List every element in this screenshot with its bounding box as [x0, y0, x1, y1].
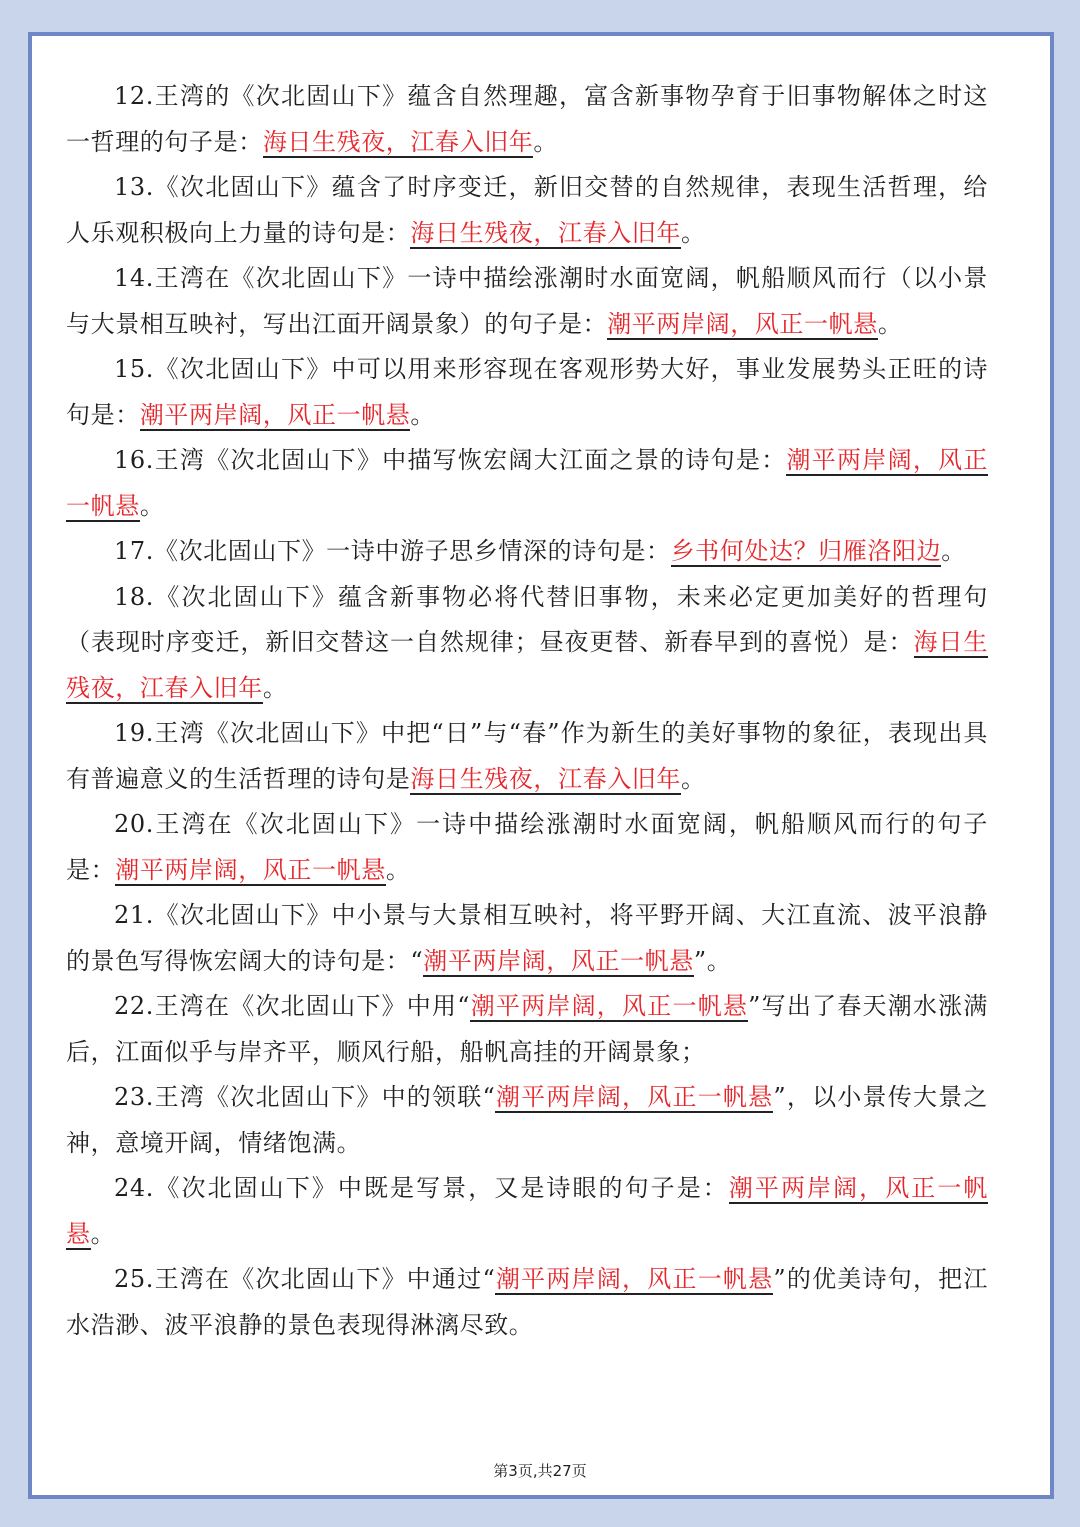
- list-item: [66, 529, 988, 575]
- list-item: [66, 575, 988, 712]
- list-item: [66, 256, 988, 347]
- answer-text: 海日生残夜，江春入旧年: [262, 127, 534, 156]
- question-tail: 。: [410, 400, 436, 429]
- answer-text: 潮平两岸阔，风正一帆悬: [495, 1265, 774, 1293]
- list-item: [66, 802, 988, 893]
- answer-text: 潮平两岸阔，风正一帆悬: [66, 1174, 988, 1248]
- list-item: [66, 1257, 988, 1348]
- list-item: [66, 1166, 988, 1257]
- answer-text: 潮平两岸阔，风正一帆悬: [607, 309, 878, 338]
- list-item: [66, 165, 988, 256]
- list-item: [66, 74, 988, 165]
- question-text: 17.《次北固山下》一诗中游子思乡情深的诗句是：: [114, 537, 671, 565]
- question-tail: ”，以小景传大景之神，意境开阔，情绪饱满。: [66, 1083, 989, 1157]
- question-text: 15.《次北固山下》中可以用来形容现在客观形势大好，事业发展势头正旺的诗句是：: [66, 355, 988, 429]
- answer-text: 潮平两岸阔，风正一帆悬: [495, 1083, 774, 1111]
- list-item: [66, 1075, 988, 1166]
- question-tail: ”的优美诗句，把江水浩渺、波平浪静的景色表现得淋漓尽致。: [66, 1265, 989, 1339]
- list-item: [66, 984, 988, 1075]
- question-tail: 。: [262, 673, 288, 702]
- answer-text: 潮平两岸阔，风正一帆悬: [423, 946, 694, 975]
- question-text: 13.《次北固山下》蕴含了时序变迁，新旧交替的自然规律，表现生活哲理，给人乐观积极向上力量的诗句是：: [66, 173, 988, 247]
- question-tail: ”。: [693, 946, 732, 975]
- question-text: 24.《次北固山下》中既是写景，又是诗眼的句子是：: [114, 1174, 729, 1202]
- answer-text: 潮平两岸阔，风正一帆悬: [115, 855, 386, 884]
- answer-text: 海日生残夜，江春入旧年: [66, 628, 988, 702]
- question-text: 12.王湾的《次北固山下》蕴含自然理趣，富含新事物孕育于旧事物解体之时这一哲理的句子是：: [66, 82, 988, 156]
- answer-text: 潮平两岸阔，风正一帆悬: [139, 400, 411, 429]
- question-tail: 。: [533, 127, 559, 156]
- question-tail: 。: [90, 1219, 116, 1248]
- question-tail: 。: [681, 218, 706, 247]
- list-item: [66, 711, 988, 802]
- question-text: 21.《次北固山下》中小景与大景相互映衬，将平野开阔、大江直流、波平浪静的景色写得恢宏阔大的诗句是：“: [66, 901, 988, 975]
- answer-text: 海日生残夜，江春入旧年: [410, 218, 682, 247]
- list-item: [66, 347, 988, 438]
- question-tail: 。: [941, 537, 966, 565]
- question-tail: 。: [385, 855, 411, 884]
- question-tail: 。: [877, 309, 903, 338]
- page-number: 第3页,共27页: [493, 1462, 587, 1480]
- question-text: 14.王湾在《次北固山下》一诗中描绘涨潮时水面宽阔，帆船顺风而行（以小景与大景相互映衬，写出江面开阔景象）的句子是：: [66, 264, 988, 338]
- question-text: 16.王湾《次北固山下》中描写恢宏阔大江面之景的诗句是：: [114, 446, 787, 474]
- question-text: 18.《次北固山下》蕴含新事物必将代替旧事物，未来必定更加美好的哲理句（表现时序变迁，新旧交替这一自然规律；昼夜更替、新春早到的喜悦）是：: [66, 582, 988, 656]
- question-list: [66, 74, 988, 1348]
- answer-text: 海日生残夜，江春入旧年: [410, 764, 682, 793]
- answer-text: 乡书何处达？归雁洛阳边: [670, 537, 942, 565]
- question-text: 23.王湾《次北固山下》中的领联“: [114, 1083, 496, 1111]
- question-tail: 。: [139, 491, 165, 520]
- list-item: [66, 438, 988, 529]
- question-tail: ”写出了春天潮水涨满后，江面似乎与岸齐平，顺风行船，船帆高挂的开阔景象；: [66, 992, 988, 1066]
- question-text: 19.王湾《次北固山下》中把“日”与“春”作为新生的美好事物的象征，表现出具有普遍意义的生活哲理的诗句是: [66, 719, 988, 793]
- question-tail: 。: [681, 764, 706, 793]
- list-item: [66, 893, 988, 984]
- answer-text: 潮平两岸阔，风正一帆悬: [66, 446, 988, 520]
- answer-text: 潮平两岸阔，风正一帆悬: [470, 992, 749, 1020]
- question-text: 22.王湾在《次北固山下》中用“: [114, 992, 471, 1020]
- question-text: 20.王湾在《次北固山下》一诗中描绘涨潮时水面宽阔，帆船顺风而行的句子是：: [66, 810, 988, 884]
- question-text: 25.王湾在《次北固山下》中通过“: [114, 1265, 496, 1293]
